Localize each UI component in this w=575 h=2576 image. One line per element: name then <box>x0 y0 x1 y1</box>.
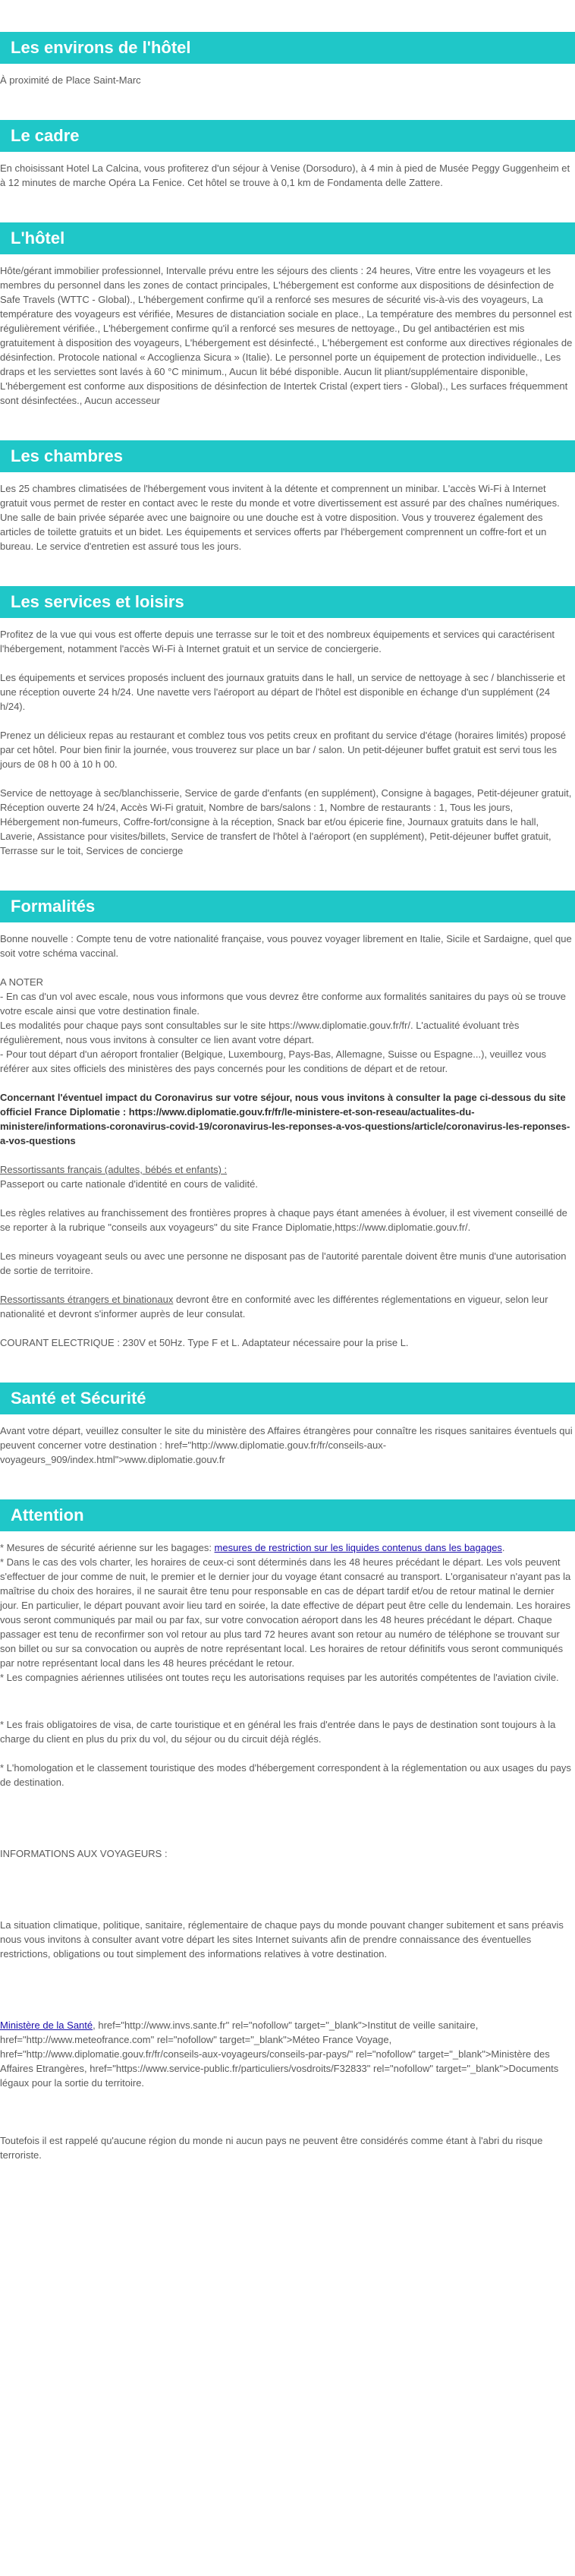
cadre-text: En choisissant Hotel La Calcina, vous profiterez d'un séjour à Venise (Dorsoduro), à 4 min à pied de Musée Peggy Guggenheim et à 12 minutes de marche Opéra La Fenice. Cet hôtel se trouve à 0,1 km de Fondamenta delle Zattere. <box>0 162 570 188</box>
section-title-formalites: Formalités <box>0 891 575 922</box>
info-links-text: , href="http://www.invs.sante.fr" rel="nofollow" target="_blank">Institut de veille sanitaire, href="http://www.meteofrance.com" rel="nofollow" target="_blank">Méteo France Voyage, href="http://www.diplomatie.gouv.fr/fr/conseils-aux-voyageurs/conseils-par-pays/" rel="nofollow" target="_blank">Ministère des Affaires Etrangères, href="https://www.service-public.fr/particuliers/vosdroits/F32833" rel="nofollow" target="_blank">Documents légaux pour la sortie du territoire. <box>0 2019 559 2089</box>
fr-nationals <box>0 1162 575 1191</box>
attention-p2: * Dans le cas des vols charter, les horaires de ceux-ci sont déterminés dans les 48 heures précédant le départ. Les vols peuvent s'effectuer de jour comme de nuit, le premier et le dernier jour du voyage étant consacré au transport. L'organisateur n'ayant pas la maîtrise du choix des horaires, il ne saurait être tenu pour responsable en cas de départ tardif et/ou de retour matinal le dernier jour. En particulier, le départ pouvant avoir lieu tard en soirée, la date effective de départ peut être celle du lendemain. Les horaires vous seront communiqués par mail ou par fax, sur votre convocation aéroport dans les 48 heures précédant le départ. Chaque passager est tenu de reconfirmer son vol retour au plus tard 72 heures avant son retour au numéro de téléphone se trouvant sur son billet ou sur sa convocation ou auprès de notre représentant local. Les horaires de retour définitifs vous seront communiqués par notre représentant local dans les 48 heures précédant le retour. <box>0 1556 571 1669</box>
sante-text: Avant votre départ, veuillez consulter le site du ministère des Affaires étrangères pour connaître les risques sanitaires éventuels qui peuvent concerner votre destination : href="http://www.diplomatie.gouv.fr/fr/conseils-aux-voyageurs_909/index.html">www.diplomatie.gouv.fr <box>0 1425 573 1465</box>
services-p1: Profitez de la vue qui vous est offerte depuis une terrasse sur le toit et des nombreux équipements et services qui caractérisent l'hébergement, notamment l'accès Wi-Fi à Internet gratuit et un service de conciergerie. <box>0 629 555 654</box>
section-body-environs <box>0 64 575 87</box>
situation-text: La situation climatique, politique, sanitaire, réglementaire de chaque pays du monde pouvant changer subitement et sans préavis nous vous invitons à consulter avant votre départ les sites Internet suivants afin de prendre connaissance des éventuelles restrictions, obligations ou tout simplement des informations relatives à votre destination. <box>0 1919 564 1960</box>
section-title-hotel: L'hôtel <box>0 222 575 254</box>
services-p2: Les équipements et services proposés incluent des journaux gratuits dans le hall, un service de nettoyage à sec / blanchisserie et une réception ouverte 24 h/24. Une navette vers l'aéroport au départ de l'hôtel est disponible en échange d'un supplément (24 h/24). <box>0 672 566 712</box>
foreign-nationals <box>0 1292 575 1321</box>
anoter-3: - Pour tout départ d'un aéroport frontalier (Belgique, Luxembourg, Pays-Bas, Allemagne, Suisse ou Espagne...), veuillez vous référer aux sites officiels des ministères des pays concernés pour les conditions de départ et de retour. <box>0 1048 547 1074</box>
services-p3: Prenez un délicieux repas au restaurant et comblez tous vos petits creux en profitant du service d'étage (horaires limités) proposé par cet hôtel. Pour bien finir la journée, vous trouverez sur place un bar / salon. Un petit-déjeuner buffet gratuit est servi tous les jours de 08 h 00 à 10 h 00. <box>0 730 567 770</box>
section-title-cadre: Le cadre <box>0 120 575 152</box>
covid-notice: Concernant l'éventuel impact du Coronavirus sur votre séjour, nous vous invitons à consulter la page ci-dessous du site officiel France Diplomatie : https://www.diplomatie.gouv.fr/fr/le-ministere-et-son-reseau/actualites-du-ministere/informations-coronavirus-covid-19/coronavirus-les-reponses-a-vos-questions/article/coronavirus-les-reponses-a-vos-questions <box>0 1092 570 1146</box>
attention-p1-suffix: . <box>501 1542 505 1553</box>
terror-text: Toutefois il est rappelé qu'aucune région du monde ni aucun pays ne peuvent être considérés comme étant à l'abri du risque terroriste. <box>0 2135 543 2161</box>
foreign-nationals-title: Ressortissants étrangers et binationaux <box>0 1294 174 1305</box>
section-body-cadre <box>0 152 575 190</box>
attention-p3: * Les compagnies aériennes utilisées ont toutes reçu les autorisations requises par les autorités compétentes de l'aviation civile. <box>0 1672 559 1683</box>
anoter-title: A NOTER <box>0 976 44 988</box>
liquids-restriction-link[interactable]: mesures de restriction sur les liquides contenus dans les bagages <box>214 1542 502 1553</box>
anoter-1: - En cas d'un vol avec escale, nous vous informons que vous devrez être conforme aux formalités sanitaires du pays où se trouve votre escale ainsi que votre destination finale. <box>0 991 567 1017</box>
infos-voyageurs: INFORMATIONS AUX VOYAGEURS : <box>0 1848 168 1859</box>
attention-p4: * Les frais obligatoires de visa, de carte touristique et en général les frais d'entrée dans le pays de destination sont toujours à la charge du client en plus du prix du vol, du séjour ou du circuit déjà réglés. <box>0 1719 556 1745</box>
section-title-services: Les services et loisirs <box>0 586 575 618</box>
section-body-formalites <box>0 922 575 1350</box>
info-links <box>0 2018 575 2090</box>
formalites-p1: Bonne nouvelle : Compte tenu de votre nationalité française, vous pouvez voyager librement en Italie, Sicile et Sardaigne, quel que soit votre schéma vaccinal. <box>0 933 572 959</box>
section-body-attention <box>0 1531 575 2162</box>
services-p4: Service de nettoyage à sec/blanchisserie, Service de garde d'enfants (en supplément), Consigne à bagages, Petit-déjeuner gratuit, Réception ouverte 24 h/24, Accès Wi-Fi gratuit, Nombre de bars/salons : 1, Nombre de restaurants : 1, Tous les jours, Hébergement non-fumeurs, Coffre-fort/consigne à la réception, Snack bar et/ou épicerie fine, Journaux gratuits dans le hall, Laverie, Assistance pour visites/billets, Service de transfert de l'hôtel à l'aéroport (en supplément), Petit-déjeuner buffet gratuit, Terrasse sur le toit, Services de concierge <box>0 787 572 856</box>
fr-nationals-text: Passeport ou carte nationale d'identité en cours de validité. <box>0 1178 258 1190</box>
section-body-hotel <box>0 254 575 408</box>
chambres-text: Les 25 chambres climatisées de l'hébergement vous invitent à la détente et comprennent un minibar. L'accès Wi-Fi à Internet gratuit vous permet de rester en contact avec le reste du monde et votre divertissement est assuré par des chaînes numériques. Une salle de bain privée séparée avec une baignoire ou une douche est à votre disposition. Vous y trouverez également des articles de toilette gratuits et un bidet. Les équipements et services offerts par l'hébergement comprennent un coffre-fort et un bureau. Le service d'entretien est assuré tous les jours. <box>0 483 560 552</box>
ministere-sante-link[interactable]: Ministère de la Santé <box>0 2019 93 2031</box>
formalites-anoter <box>0 975 575 1076</box>
section-body-sante <box>0 1414 575 1467</box>
courant-text: COURANT ELECTRIQUE : 230V et 50Hz. Type F et L. Adaptateur nécessaire pour la prise L. <box>0 1337 409 1348</box>
section-body-chambres <box>0 472 575 553</box>
mineurs-text: Les mineurs voyageant seuls ou avec une personne ne disposant pas de l'autorité parentale doivent être munis d'une autorisation de sortie de territoire. <box>0 1250 567 1276</box>
hotel-text: Hôte/gérant immobilier professionnel, Intervalle prévu entre les séjours des clients : 24 heures, Vitre entre les voyageurs et les membres du personnel dans les zones de contact principales, L'hébergement est conforme aux dispositions de désinfection de Safe Travels (WTTC - Global)., L'hébergement confirme qu'il a renforcé ses mesures de sécurité vis-à-vis des voyageurs, La température des voyageurs est vérifiée, Mesures de distanciation sociale en place., La température des membres du personnel est régulièrement vérifiée., L'hébergement confirme qu'il a renforcé ses mesures de nettoyage., Du gel antibactérien est mis gratuitement à disposition des voyageurs, L'hébergement est désinfecté., L'hébergement est conforme aux directives régionales de désinfection. Protocole national « Accoglienza Sicura » (Italie). Le personnel porte un équipement de protection individuelle., Les draps et les serviettes sont lavés à 60 °C minimum., Aucun lit bébé disponible. Aucun lit pliant/supplémentaire disponible, L'hébergement est conforme aux dispositions de désinfection de Intertek Cristal (expert tiers - Global)., Les surfaces fréquemment sont désinfectées., Aucun accesseur <box>0 265 573 406</box>
section-body-services <box>0 618 575 858</box>
foreign-nationals-text: devront être en conformité avec les différentes réglementations en vigueur, selon leur nationalité et devront s'informer auprès de leur consulat. <box>0 1294 548 1320</box>
attention-p1-prefix: * Mesures de sécurité aérienne sur les bagages: <box>0 1542 215 1553</box>
fr-nationals-title: Ressortissants français (adultes, bébés et enfants) : <box>0 1164 228 1175</box>
section-title-environs: Les environs de l'hôtel <box>0 32 575 64</box>
environs-text: À proximité de Place Saint-Marc <box>0 74 141 86</box>
attention-p5: * L'homologation et le classement touristique des modes d'hébergement correspondent à la réglementation ou aux usages du pays de destination. <box>0 1762 571 1788</box>
section-title-sante: Santé et Sécurité <box>0 1383 575 1414</box>
attention-p1 <box>0 1540 575 1555</box>
section-title-attention: Attention <box>0 1499 575 1531</box>
section-title-chambres: Les chambres <box>0 440 575 472</box>
anoter-2: Les modalités pour chaque pays sont consultables sur le site https://www.diplomatie.gouv.fr/fr/. L'actualité évoluant très régulièrement, nous vous invitons à consulter ce lien avant votre départ. <box>0 1020 520 1045</box>
regles-text: Les règles relatives au franchissement des frontières propres à chaque pays étant amenées à évoluer, il est vivement conseillé de se reporter à la rubrique "conseils aux voyageurs" du site France Diplomatie,https://www.diplomatie.gouv.fr/. <box>0 1207 567 1233</box>
